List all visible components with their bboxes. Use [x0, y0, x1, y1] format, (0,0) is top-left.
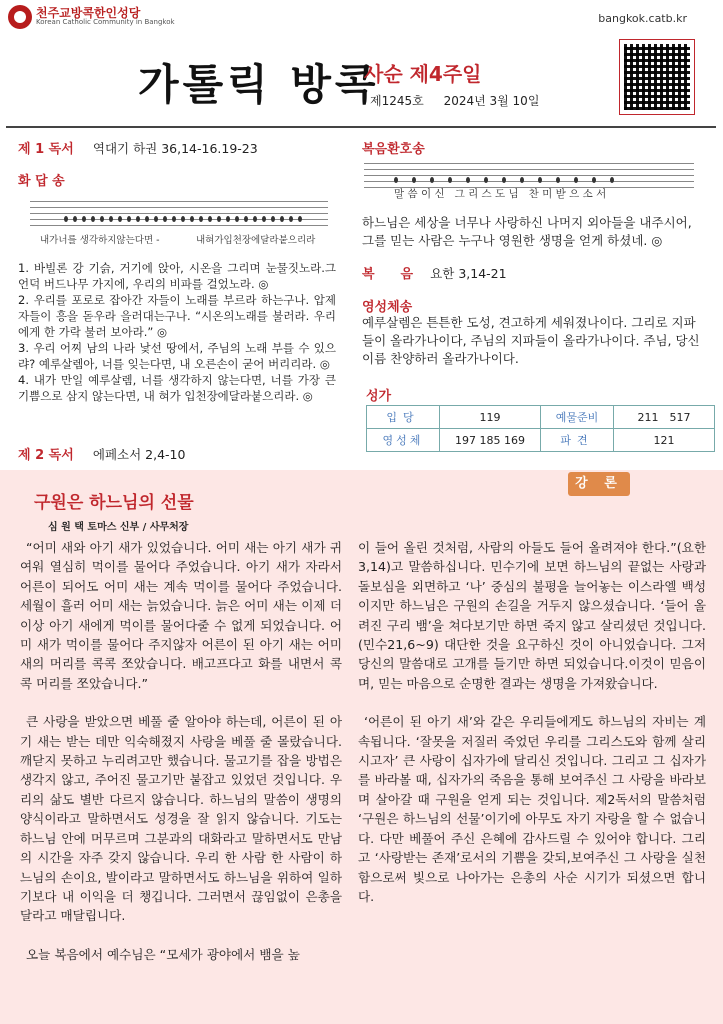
first-reading [18, 138, 258, 158]
homily-paragraph: 큰 사랑을 받았으면 베풀 줄 알아야 하는데, 어른이 된 아기 새는 받는 데만 익숙해졌지 사랑을 베풀 줄 몰랐습니다. 깨닫지 못하고 누리려고만 했습니다. 물고기를 잡을 방법은 생각지 않고, 주어진 물고기만 붙잡고 있었던 것입니다. 우리의 삶도 별반 다르지 않습니다. 하느님의 말씀이 생명의 양식이라고 말하면서도 성경을 잘 읽지 않습니다. 기도는 하느님 안에 머무르며 그분과의 대화라고 말하면서도 만남의 시간을 자주 갖지 않습니다. 우리 한 사람 한 사람이 하느님의 손이요, 발이라고 말하면서도 하느님을 위하여 일하기보다 내 이익을 더 챙깁니다. 그러면서 끊임없이 은총을 달라고 매달립니다. [20, 714, 342, 924]
second-reading-text: 에페소서 2,4-10 [92, 447, 186, 462]
gospel-text: 요한 3,14-21 [430, 266, 507, 281]
hymn-key: 예물준비 [541, 406, 614, 429]
homily-author: 심 원 택 토마스 신부 / 사무처장 [48, 522, 189, 533]
first-reading-text: 역대기 하권 36,14-16.19-23 [92, 141, 258, 156]
psalm-verse: 3. 우리 어찌 남의 나라 낯선 땅에서, 주님의 노래 부를 수 있으랴? 예루살렘아, 너를 잊는다면, 내 오른손이 굳어 버리리라. ◎ [18, 341, 336, 371]
homily-paragraph: “어미 새와 아기 새가 있었습니다. 어미 새는 아기 새가 귀여워 열심히 먹이를 물어다 주었습니다. 아기 새가 자라서 어른이 되어도 어미 새는 계속 먹이를 물어다 주었습니다. 세월이 흘러 어미 새는 늙었습니다. 늙은 어미 새는 이제 더 이상 아기 새에게 먹이를 물어다줄 수 없게 되었습니다. 어미 새가 먹이를 물어다 주지않자 어른이 된 아기 새는 어미 새의 머리를 콕콕 쪼았습니다. 배고프다고 화를 내면서 콕콕 머리를 쪼았습니다.” [20, 540, 342, 691]
first-reading-label: 제 1 독서 [18, 142, 74, 157]
hymn-key: 입당 [367, 406, 440, 429]
acclamation-lyrics: 말 씀 이 신 그 리 스 도 님 찬 미 받 으 소 서 [394, 188, 607, 200]
homily-paragraph: 오늘 복음에서 예수님은 “모세가 광야에서 뱀을 높 [26, 946, 300, 962]
org-name: 천주교방콕한인성당 [36, 6, 141, 20]
issue-date: 2024년 3월 10일 [443, 94, 540, 108]
header-divider [6, 126, 716, 128]
website-url[interactable]: bangkok.catb.kr [598, 12, 687, 25]
hymn-value: 121 [614, 429, 715, 452]
hymn-value: 119 [440, 406, 541, 429]
homily-right-column [358, 538, 706, 1022]
homily-left-column [20, 538, 342, 1022]
communion-text: 예루살렘은 튼튼한 도성, 견고하게 세워졌나이다. 그리로 지파들이 올라가나이다, 주님의 지파들이 올라가나이다. 주님, 당신 이름 찬양하러 올라가나이다. [362, 315, 700, 366]
hymn-table [366, 405, 715, 452]
homily-paragraph: ‘어른이 된 아기 새’와 같은 우리들에게도 하느님의 자비는 계속됩니다. ‘잘못을 저질러 죽었던 우리를 그리스도와 함께 살리시고자’ 큰 사랑이 십자가에 달리신 것입니다. 그리고 그 십자가를 바라볼 때, 십자가의 죽음을 통해 보여주신 그 사랑을 바라보며 살아갈 때 구원을 얻게 되는 것입니다. 제2독서의 말씀처럼 ‘구원은 하느님의 선물’이기에 아무도 자기 자랑을 할 수 없습니다. 다만 베풀어 주신 은혜에 감사드릴 수 있어야 합니다. 그리고 ‘사랑받는 존재’로서의 기쁨을 갖되,보여주신 그 사랑을 실천함으로써 빛으로 나아가는 은총의 사순 시기가 되셨으면 합니다. [358, 714, 706, 904]
gospel-label: 복 음 [362, 267, 414, 282]
issue-info [370, 92, 539, 109]
table-row [367, 429, 715, 452]
hymn-key: 영성체 [367, 429, 440, 452]
psalm-verse: 1. 바빌론 강 기슭, 거기에 앉아, 시온을 그리며 눈물짓노라.그 언덕 버드나무 가지에, 우리의 비파를 걸었노라. ◎ [18, 261, 336, 291]
second-reading-label: 제 2 독서 [18, 448, 74, 463]
homily-title: 구원은 하느님의 선물 [34, 493, 194, 513]
hymn-value: 211 517 [614, 406, 715, 429]
org-name-en: Korean Catholic Community in Bangkok [36, 18, 175, 26]
bulletin-title: 가톨릭 방콕 [138, 60, 380, 109]
acclamation-notes [394, 168, 690, 187]
acclamation-text: 하느님은 세상을 너무나 사랑하신 나머지 외아들을 내주시어, 그를 믿는 사람은 누구나 영원한 생명을 얻게 하셨네. ◎ [362, 215, 692, 248]
liturgical-season: 사순 제4주일 [364, 62, 482, 86]
qr-code[interactable] [620, 40, 694, 114]
hymn-value: 197 185 169 [440, 429, 541, 452]
hymn-key: 파견 [541, 429, 614, 452]
psalm-verses [18, 260, 336, 404]
communion-label: 영성체송 [362, 300, 413, 315]
second-reading [18, 444, 185, 464]
psalm-refrain-right: 내혀가입천장에달라붙으리라 [196, 235, 316, 246]
table-row [367, 406, 715, 429]
psalm-verse: 4. 내가 만일 예루살렘, 너를 생각하지 않는다면, 너를 가장 큰 기쁨으로 삼지 않는다면, 내 혀가 입천장에달라붙으리라. ◎ [18, 373, 336, 403]
homily-paragraph: 이 들어 올린 것처럼, 사람의 아들도 들어 올려져야 한다.”(요한 3,14)고 말씀하십니다. 민수기에 보면 하느님의 끝없는 사랑과 돌보심을 외면하고 ‘나’ 중심의 불평을 늘어놓는 이스라엘 백성이지만 하느님은 구원의 손길을 거두지 않으셨습니다. ‘들어 올려진 구리 뱀’을 쳐다보기만 하면 죽지 않고 살리셨던 것입니다.(민수21,6~9) 대단한 것을 요구하신 것이 아니었습니다. 그저 당신의 말씀대로 고개를 들기만 하면 되었습니다.이것이 믿음이며, 믿는 마음으로 순명한 결과는 생명을 가져왔습니다. [358, 540, 706, 691]
hymn-label: 성가 [366, 389, 392, 404]
psalm-label: 화 답 송 [18, 174, 65, 189]
psalm-refrain-left: 내가너를 생각하지않는다면 - [40, 235, 160, 246]
acclamation-label: 복음환호송 [362, 142, 425, 157]
psalm-verse: 2. 우리를 포로로 잡아간 자들이 노래를 부르라 하는구나. 압제자들이 흥을 돋우라 을러대는구나. “시온의노래를 불러라. 우리에게 한 가락 불러 보아라.” ◎ [18, 293, 336, 339]
psalm-notes [64, 207, 326, 226]
homily-badge: 강 론 [568, 472, 630, 496]
church-logo [8, 5, 32, 29]
issue-number: 제1245호 [370, 94, 424, 108]
gospel [362, 263, 507, 283]
